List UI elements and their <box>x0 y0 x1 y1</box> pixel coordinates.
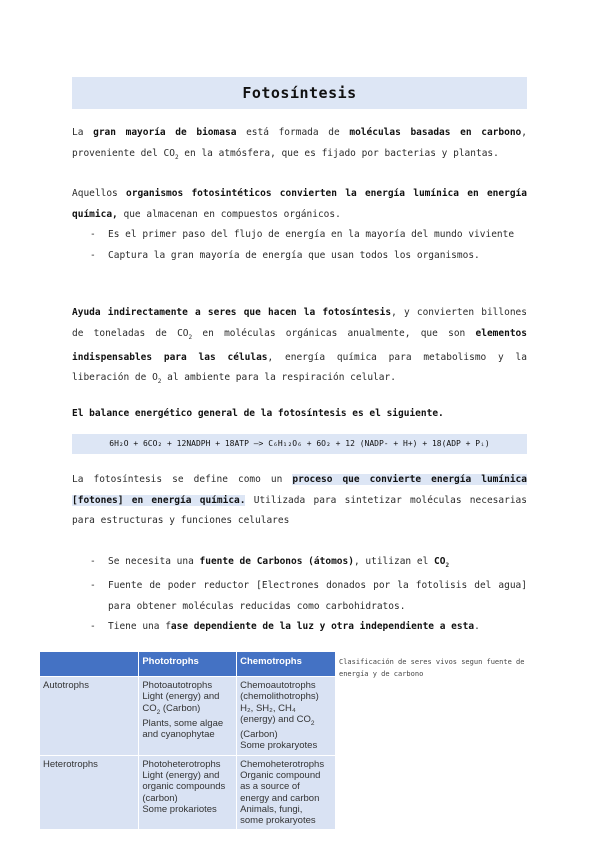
table-row <box>40 755 336 830</box>
table-caption: Clasificación de seres vivos segun fuente de energía y de carbono <box>339 658 525 678</box>
title-banner <box>72 77 527 109</box>
list-item: - Es el primer paso del flujo de energía en la mayoría del mundo viviente <box>72 225 527 246</box>
balance-heading: El balance energético general de la fotosíntesis es el siguiente. <box>72 408 444 419</box>
table-cell: Chemoheterotrophs Organic compound as a source of energy and carbon Animals, fungi, some prokaryotes <box>237 755 336 830</box>
table-cell: Photoheterotrophs Light (energy) and organic compounds (carbon) Some prokariotes <box>139 755 237 830</box>
list-item: - Fuente de poder reductor [Electrones donados por la fotolisis del agua] para obtener moléculas reducidas como carbohidratos. <box>72 576 527 617</box>
classification-table <box>39 651 336 830</box>
table-header-row <box>40 652 336 677</box>
intro-paragraph: La gran mayoría de biomasa está formada de moléculas basadas en carbono, proveniente del $CO_2$ en la atmósfera, que es fijado por bacterias y plantas. <box>72 127 527 161</box>
indirect-help-paragraph: Ayuda indirectamente a seres que hacen la fotosíntesis, y convierten billones de toneladas de $CO_2$ en moléculas orgánicas anualmente, que son elementos indispensables para las células, energía química para metabolismo y la liberación de $O_2$ al ambiente para la respiración celular. <box>72 307 527 386</box>
list-item: - Se necesita una fuente de Carbonos (átomos), utilizan el $CO_2$ <box>72 552 527 576</box>
page-title: Fotosíntesis <box>242 84 357 102</box>
table-row <box>40 677 336 756</box>
requirements-list <box>72 552 527 638</box>
table-header-cell: Chemotrophs <box>237 652 336 677</box>
table-cell: Photoautotrophs Light (energy) and $CO_2$ (Carbon) Plants, some algae and cyanophytae <box>139 677 237 756</box>
list-item: - Captura la gran mayoría de energía que usan todos los organismos. <box>72 246 527 267</box>
table-header-cell <box>40 652 139 677</box>
row-label: Autotrophs <box>40 677 139 756</box>
definition-paragraph: La fotosíntesis se define como un proceso que convierte energía lumínica [fotones] en energía química. Utilizada para sintetizar moléculas necesarias para estructuras y funciones celulares <box>72 474 527 526</box>
table-header-cell: Phototrophs <box>139 652 237 677</box>
energy-flow-list <box>72 225 527 266</box>
photosynthesis-equation: 6H₂O + 6CO₂ + 12NADPH + 18ATP –> C₆H₁₂O₆ + 6O₂ + 12 (NADP- + H+) + 18(ADP + Pᵢ) <box>72 434 527 454</box>
row-label: Heterotrophs <box>40 755 139 830</box>
table-cell: Chemoautotrophs (chemolithotrophs) H₂, SH₂, CH₄ (energy) and $CO_2$ (Carbon) Some prokaryotes <box>237 677 336 756</box>
organisms-paragraph: Aquellos organismos fotosintéticos convierten la energía lumínica en energía química, que almacenan en compuestos orgánicos. <box>72 188 527 220</box>
list-item: - Tiene una fase dependiente de la luz y otra independiente a esta. <box>72 617 527 638</box>
